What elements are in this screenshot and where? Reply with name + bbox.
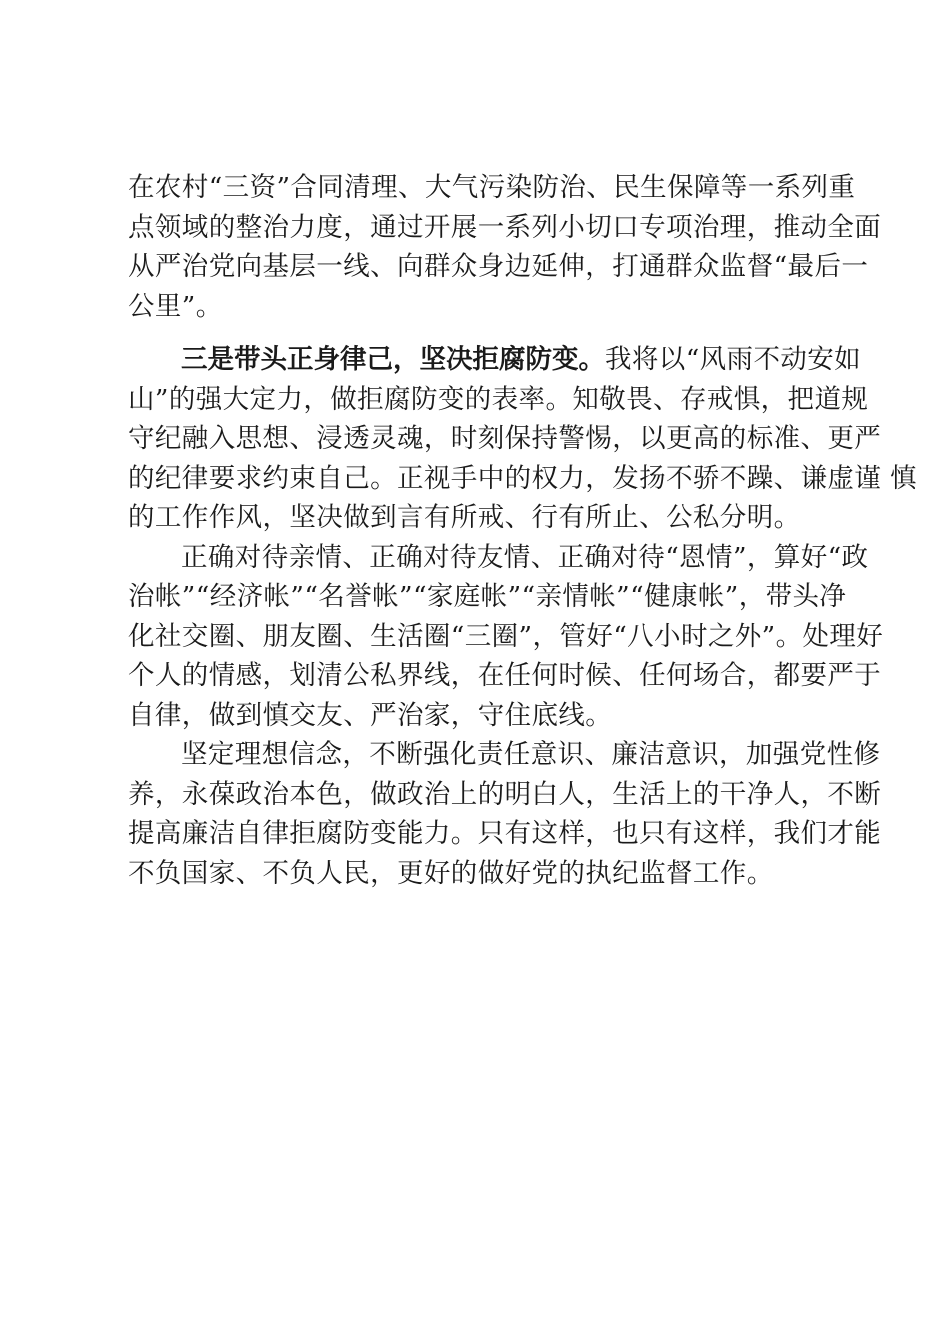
paragraph-2: [128, 340, 917, 538]
text-line: 个人的情感，划清公私界线，在任何时候、任何场合，都要严于: [128, 660, 882, 691]
text-line: 点领域的整治力度，通过开展一系列小切口专项治理，推动全面: [128, 211, 882, 243]
text-line: 在农村“三资”合同清理、大气污染防治、民生保障等一系列重: [128, 172, 856, 203]
text-line: 提高廉洁自律拒腐防变能力。只有这样，也只有这样，我们才能: [128, 818, 882, 849]
paragraph-4: [128, 735, 882, 893]
paragraph-1: [128, 168, 882, 326]
text-line: 治帐”“经济帐”“名誉帐”“家庭帐”“亲情帐”“健康帐”，带头净: [128, 581, 847, 612]
text-line: [128, 340, 862, 380]
text-line: 养，永葆政治本色，做政治上的明白人，生活上的干净人，不断: [128, 778, 882, 810]
text-line: 公里”。: [128, 290, 223, 322]
text-line: 的工作作风，坚决做到言有所戒、行有所止、公私分明。: [128, 502, 801, 533]
text-line: 不负国家、不负人民，更好的做好党的执纪监督工作。: [128, 857, 774, 889]
text-line: 守纪融入思想、浸透灵魂，时刻保持警惕，以更高的标准、更严: [128, 423, 882, 454]
text-line: 坚定理想信念，不断强化责任意识、廉洁意识，加强党性修: [181, 739, 881, 770]
text-line: 化社交圈、朋友圈、生活圈“三圈”，管好“八小时之外”。处理好: [128, 620, 884, 652]
paragraph-3: [128, 538, 884, 736]
text-line: 的纪律要求约束自己。正视手中的权力，发扬不骄不躁、谦虚谨 慎: [128, 462, 917, 494]
section-heading: 三是带头正身律己，坚决拒腐防变。: [181, 344, 605, 375]
text-line: 山”的强大定力，做拒腐防变的表率。知敬畏、存戒惧，把道规: [128, 383, 869, 415]
text-line: 自律，做到慎交友、严治家，守住底线。: [128, 699, 613, 731]
text-line: 从严治党向基层一线、向群众身边延伸，打通群众监督“最后一: [128, 251, 869, 282]
text-line: 正确对待亲情、正确对待友情、正确对待“恩情”，算好“政: [181, 541, 869, 573]
document-body: [128, 168, 917, 893]
text-run: 我将以“风雨不动安如: [605, 344, 862, 375]
